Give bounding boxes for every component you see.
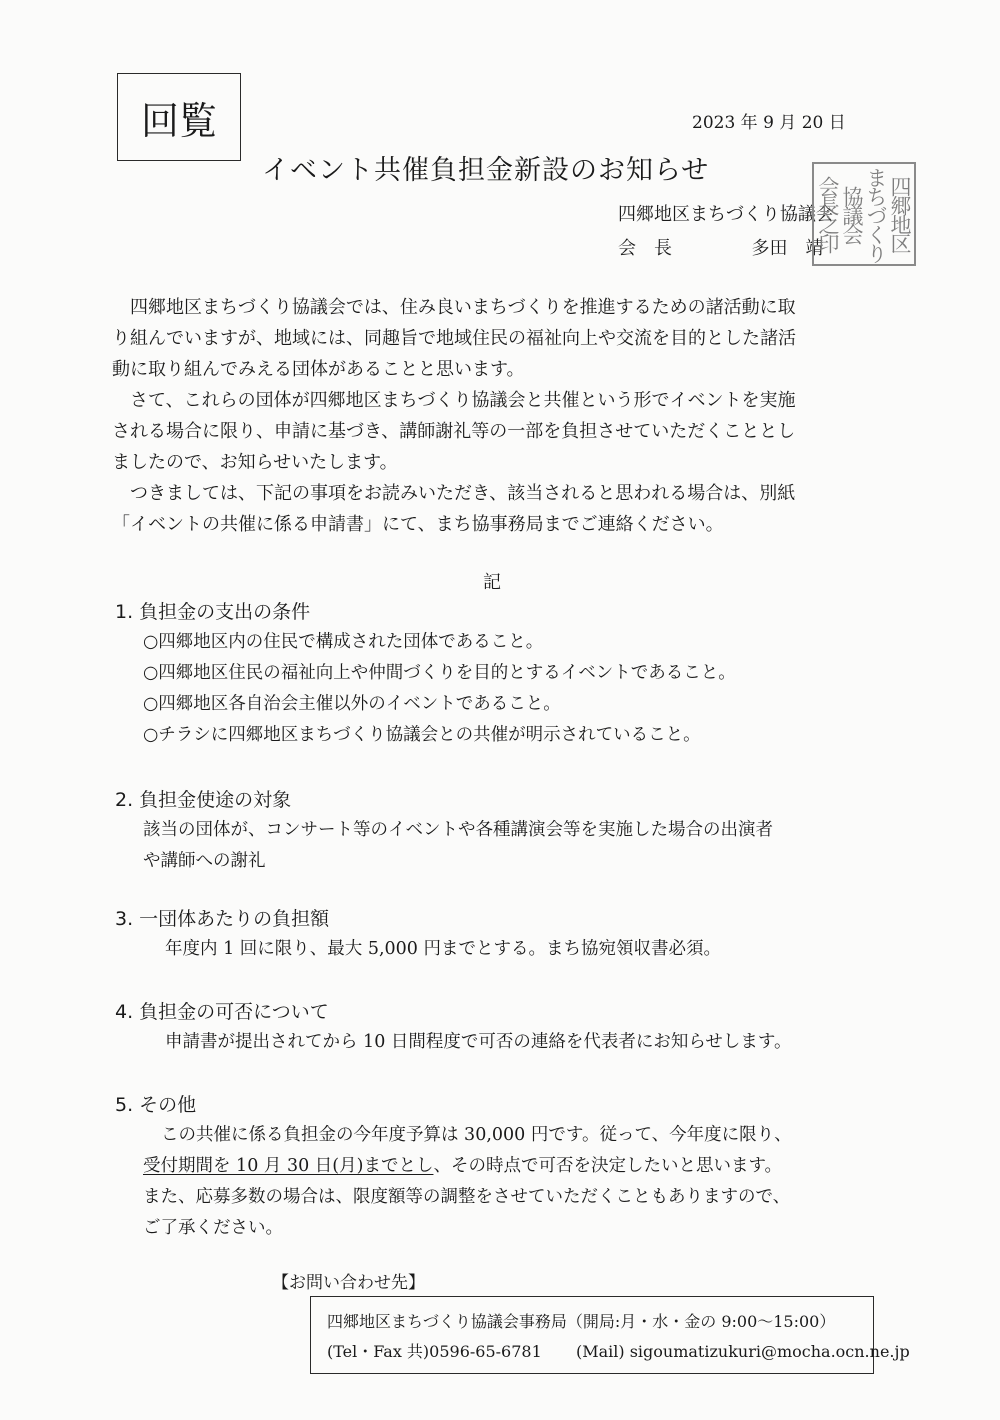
contact-heading: 【お問い合わせ先】 <box>272 1273 425 1293</box>
ki-heading: 記 <box>483 572 501 593</box>
stamp-line: まちづくり <box>864 166 888 262</box>
intro-line: 「イベントの共催に係る申請書」にて、まち協事務局までご連絡ください。 <box>112 514 724 535</box>
intro-line: さて、これらの団体が四郷地区まちづくり協議会と共催という形でイベントを実施 <box>130 390 796 411</box>
kairan-box: 回覧 <box>117 73 241 161</box>
condition-item: ○四郷地区住民の福祉向上や仲間づくりを目的とするイベントであること。 <box>143 663 736 683</box>
intro-line: つきましては、下記の事項をお読みいただき、該当されると思われる場合は、別紙 <box>130 483 796 504</box>
intro-line: される場合に限り、申請に基づき、講師謝礼等の一部を負担させていただくこととし <box>112 421 796 442</box>
section-body <box>115 934 895 965</box>
section-body <box>115 627 895 751</box>
contact-office: 四郷地区まちづくり協議会事務局（開局:月・水・金の 9:00～15:00） <box>327 1312 836 1331</box>
intro-text <box>112 292 892 540</box>
condition-item: ○チラシに四郷地区まちづくり協議会との共催が明示されていること。 <box>143 725 701 745</box>
document-date: 2023 年 9 月 20 日 <box>692 113 846 133</box>
section-heading: 5. その他 <box>115 1094 197 1116</box>
stamp-line: 協議会 <box>840 185 864 243</box>
chair-name: 多田 靖 <box>751 238 824 259</box>
section-line: 申請書が提出されてから 10 日間程度で可否の連絡を代表者にお知らせします。 <box>165 1032 792 1052</box>
contact-line <box>327 1337 910 1367</box>
section-body <box>115 815 895 877</box>
section-1 <box>115 597 895 751</box>
condition-item: ○四郷地区内の住民で構成された団体であること。 <box>143 632 544 652</box>
section-4 <box>115 997 895 1058</box>
section-heading: 4. 負担金の可否について <box>115 1001 329 1023</box>
section-line: 年度内 1 回に限り、最大 5,000 円までとする。まち協宛領収書必須。 <box>165 939 721 959</box>
deadline-rest: 、その時点で可否を決定したいと思います。 <box>433 1156 783 1176</box>
intro-line: り組んでいますが、地域には、同趣旨で地域住民の福祉向上や交流を目的とした諸活 <box>112 328 796 349</box>
contact-box <box>310 1296 910 1374</box>
section-heading: 3. 一団体あたりの負担額 <box>115 908 330 930</box>
stamp-line: 会長之印 <box>816 176 840 252</box>
issuer-chairperson <box>618 234 823 260</box>
section-heading: 2. 負担金使途の対象 <box>115 789 292 811</box>
contact-mail: (Mail) sigoumatizukuri@mocha.ocn.ne.jp <box>575 1342 910 1361</box>
intro-line: ましたので、お知らせいたします。 <box>112 452 398 473</box>
section-line: や講師への謝礼 <box>143 851 266 871</box>
section-5 <box>115 1090 895 1244</box>
section-body <box>115 1120 895 1244</box>
section-line: また、応募多数の場合は、限度額等の調整をさせていただくこともありますので、 <box>143 1187 791 1207</box>
seal-stamp <box>812 162 916 266</box>
section-line: ご了承ください。 <box>143 1218 283 1238</box>
intro-line: 動に取り組んでみえる団体があることと思います。 <box>112 359 525 380</box>
document-title: イベント共催負担金新設のお知らせ <box>262 155 710 186</box>
section-line <box>143 1151 895 1182</box>
deadline-underlined: 受付期間を 10 月 30 日(月)までとし <box>143 1156 434 1176</box>
issuer-organization: 四郷地区まちづくり協議会 <box>618 204 834 225</box>
section-body <box>115 1027 895 1058</box>
section-3 <box>115 904 895 965</box>
section-2 <box>115 785 895 877</box>
condition-item: ○四郷地区各自治会主催以外のイベントであること。 <box>143 694 561 714</box>
section-heading: 1. 負担金の支出の条件 <box>115 601 311 623</box>
contact-tel: (Tel・Fax 共)0596-65-6781 <box>327 1342 542 1361</box>
section-line: 該当の団体が、コンサート等のイベントや各種講演会等を実施した場合の出演者 <box>143 820 773 840</box>
section-line: この共催に係る負担金の今年度予算は 30,000 円です。従って、今年度に限り、 <box>161 1125 792 1145</box>
stamp-line: 四郷地区 <box>888 176 912 252</box>
chair-role: 会 長 <box>618 238 672 259</box>
intro-line: 四郷地区まちづくり協議会では、住み良いまちづくりを推進するための諸活動に取 <box>130 297 796 318</box>
